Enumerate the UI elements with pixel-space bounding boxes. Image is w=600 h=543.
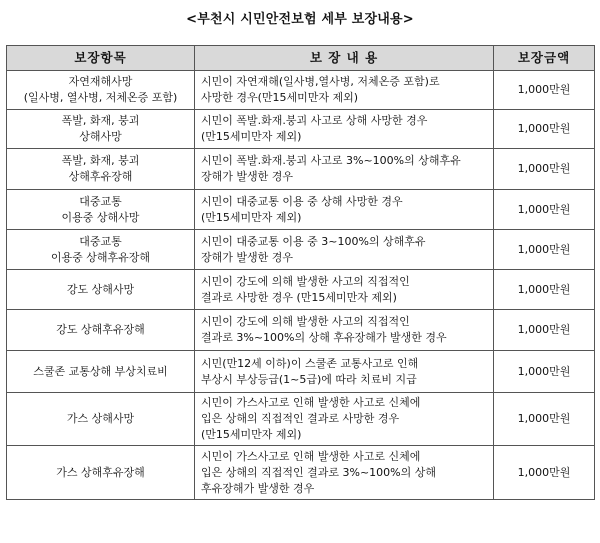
table-row: [7, 310, 595, 351]
coverage-content-line: 후유장해가 발생한 경우: [201, 481, 315, 495]
coverage-item-line: 가스 상해사망: [66, 412, 135, 425]
coverage-table: [6, 45, 595, 500]
coverage-content-line: 사망한 경우(만15세미만자 제외): [201, 91, 359, 104]
coverage-item-line: 이용중 상해사망: [61, 210, 140, 224]
coverage-content: [195, 149, 494, 190]
coverage-content-line: 시민이 강도에 의해 발생한 사고의 직접적인: [201, 315, 410, 328]
coverage-amount: 1,000만원: [494, 71, 595, 110]
coverage-content-line: (만15세미만자 제외): [201, 428, 302, 441]
page-title: <부천시 시민안전보험 세부 보장내용>: [186, 12, 414, 27]
coverage-content: [195, 190, 494, 230]
coverage-content-line: 시민이 대중교통 이용 중 상해 사망한 경우: [201, 194, 403, 208]
coverage-content: [195, 351, 494, 393]
coverage-item-line: 폭발, 화재, 붕괴: [61, 114, 140, 127]
coverage-content: [195, 71, 494, 110]
coverage-item-line: 폭발, 화재, 붕괴: [61, 154, 140, 167]
table-row: [7, 446, 595, 500]
coverage-item: [7, 446, 195, 500]
coverage-item-line: 대중교통: [79, 194, 122, 208]
coverage-content-line: 장해가 발생한 경우: [201, 250, 294, 264]
coverage-content-line: (만15세미만자 제외): [201, 210, 302, 224]
coverage-amount: 1,000만원: [494, 110, 595, 149]
coverage-content-line: 시민이 가스사고로 인해 발생한 사고로 신체에: [201, 396, 421, 409]
coverage-content-line: 시민이 강도에 의해 발생한 사고의 직접적인: [201, 274, 410, 288]
coverage-amount: 1,000만원: [494, 310, 595, 351]
coverage-content-line: (만15세미만자 제외): [201, 130, 302, 143]
coverage-content-line: 시민이 자연재해(일사병,열사병, 저체온증 포함)로: [201, 75, 440, 88]
table-header-row: [7, 46, 595, 71]
coverage-content: [195, 110, 494, 149]
coverage-item: [7, 110, 195, 149]
coverage-content-line: 시민이 대중교통 이용 중 3~100%의 상해후유: [201, 234, 426, 248]
table-row: [7, 149, 595, 190]
header-content: 보 장 내 용: [195, 46, 494, 71]
coverage-content-line: 입은 상해의 직접적인 결과로 3%~100%의 상해: [201, 465, 436, 479]
coverage-item-line: 이용중 상해후유장해: [50, 250, 151, 264]
table-row: [7, 230, 595, 270]
coverage-content-line: 시민이 가스사고로 인해 발생한 사고로 신체에: [201, 449, 421, 463]
coverage-item: [7, 230, 195, 270]
coverage-item-line: 가스 상해후유장해: [56, 465, 145, 479]
coverage-content: [195, 393, 494, 446]
coverage-content-line: 시민이 폭발.화재.붕괴 사고로 상해 사망한 경우: [201, 114, 428, 127]
header-amount: 보장금액: [494, 46, 595, 71]
coverage-item: [7, 149, 195, 190]
table-row: [7, 190, 595, 230]
coverage-item-line: 자연재해사망: [68, 75, 133, 88]
table-row: [7, 71, 595, 110]
coverage-item: [7, 310, 195, 351]
coverage-content-line: 부상시 부상등급(1~5급)에 따라 치료비 지급: [201, 372, 417, 386]
coverage-item-line: 대중교통: [79, 234, 122, 248]
table-row: [7, 351, 595, 393]
coverage-amount: 1,000만원: [494, 270, 595, 310]
coverage-item-line: 강도 상해후유장해: [56, 323, 145, 336]
coverage-content-line: 시민이 폭발.화재.붕괴 사고로 3%~100%의 상해후유: [201, 154, 461, 167]
coverage-item: [7, 270, 195, 310]
coverage-content: [195, 270, 494, 310]
table-row: [7, 270, 595, 310]
coverage-content-line: 입은 상해의 직접적인 결과로 사망한 경우: [201, 412, 400, 425]
coverage-amount: 1,000만원: [494, 351, 595, 393]
coverage-content: [195, 310, 494, 351]
coverage-amount: 1,000만원: [494, 446, 595, 500]
table-row: [7, 110, 595, 149]
table-row: [7, 393, 595, 446]
coverage-content-line: 시민(만12세 이하)이 스쿨존 교통사고로 인해: [201, 356, 419, 370]
coverage-item-line: 상해사망: [79, 130, 122, 143]
coverage-item-line: 강도 상해사망: [66, 282, 135, 296]
coverage-amount: 1,000만원: [494, 393, 595, 446]
coverage-item: [7, 393, 195, 446]
coverage-amount: 1,000만원: [494, 230, 595, 270]
header-item: 보장항목: [7, 46, 195, 71]
coverage-content-line: 결과로 사망한 경우 (만15세미만자 제외): [201, 290, 397, 304]
coverage-item: [7, 190, 195, 230]
coverage-item-line: (일사병, 열사병, 저체온증 포함): [23, 91, 178, 104]
coverage-amount: 1,000만원: [494, 190, 595, 230]
coverage-content-line: 결과로 3%~100%의 상해 후유장해가 발생한 경우: [201, 331, 447, 344]
coverage-item-line: 스쿨존 교통상해 부상치료비: [33, 364, 168, 378]
coverage-amount: 1,000만원: [494, 149, 595, 190]
coverage-item-line: 상해후유장해: [68, 170, 133, 183]
coverage-content-line: 장해가 발생한 경우: [201, 170, 294, 183]
coverage-content: [195, 230, 494, 270]
coverage-item: [7, 71, 195, 110]
coverage-item: [7, 351, 195, 393]
coverage-content: [195, 446, 494, 500]
